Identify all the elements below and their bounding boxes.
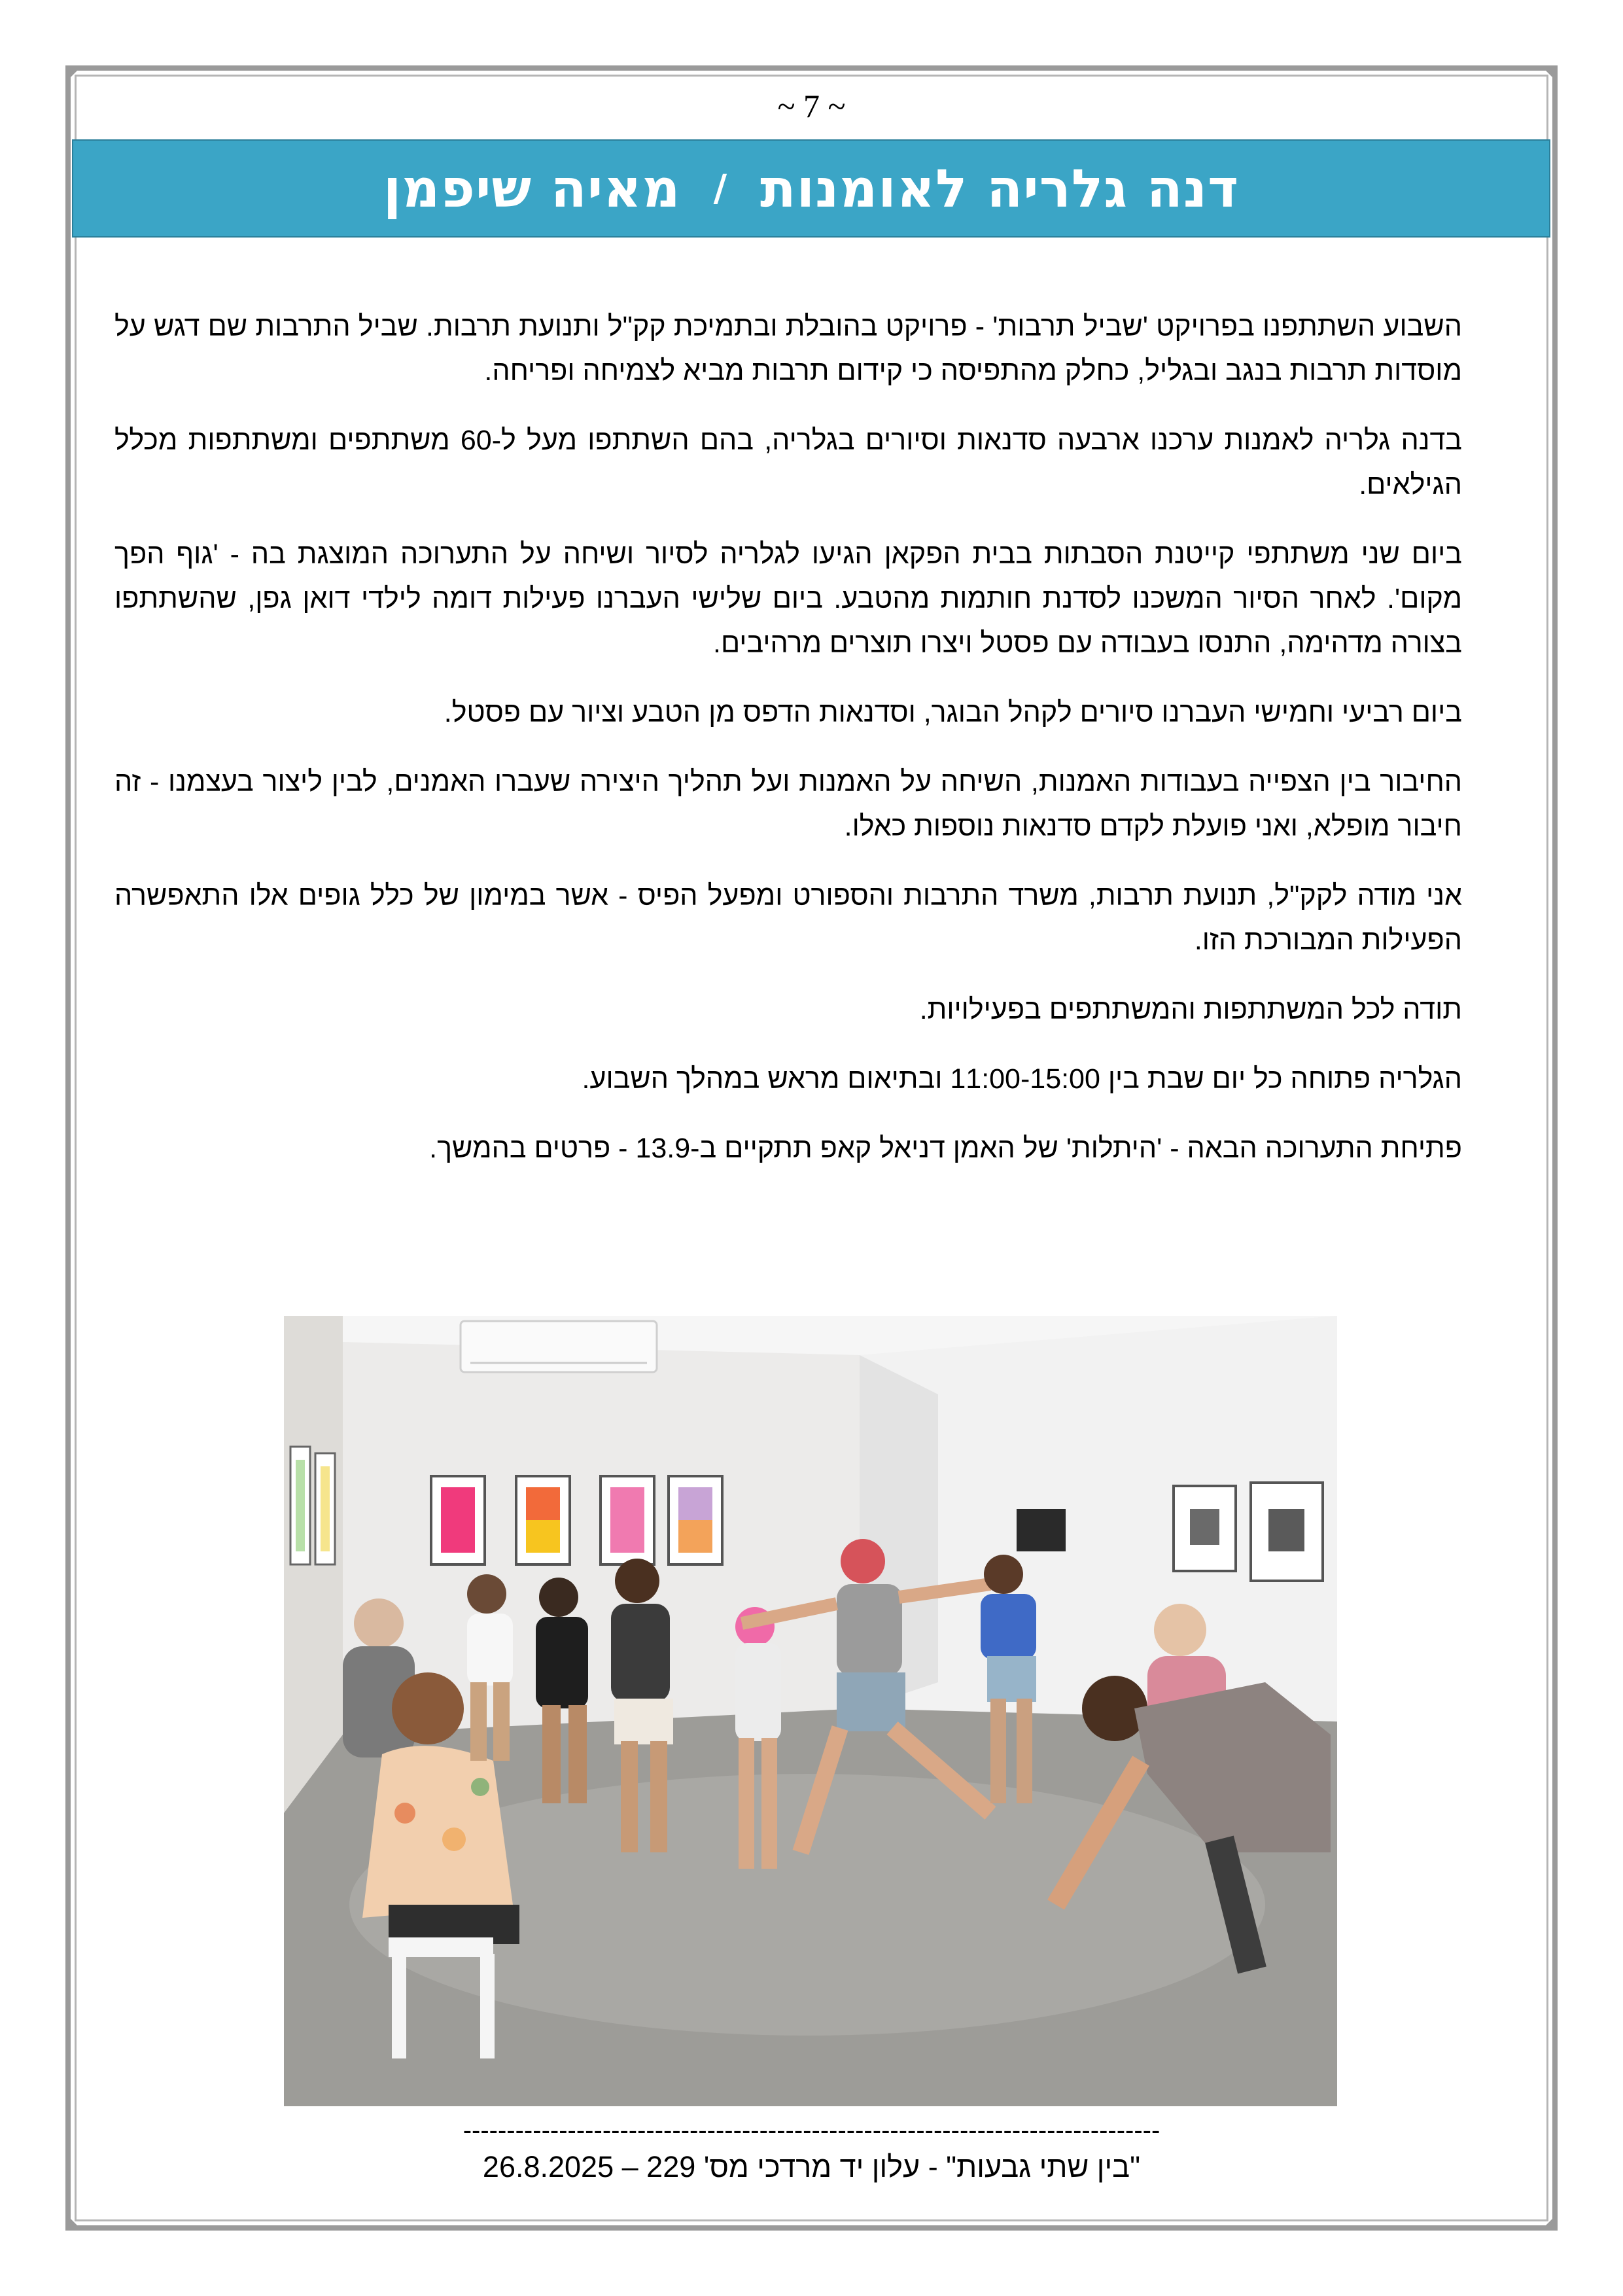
article-paragraph: הגלריה פתוחה כל יום שבת בין 11:00-15:00 ובתיאום מראש במהלך השבוע. [582,1063,1462,1095]
article-paragraph: תודה לכל המשתתפות והמשתתפים בפעילויות. [919,994,1462,1025]
article-paragraph: פתיחת התערוכה הבאה - 'היתלות' של האמן דניאל קאפ תתקיים ב-13.9 - פרטים בהמשך. [429,1133,1462,1164]
gallery-name: דנה גלריה לאומנות [760,158,1240,219]
article-paragraph: השבוע השתתפנו בפרויקט 'שביל תרבות' - פרויקט בהובלת ובתמיכת קק"ל ותנועת תרבות. שביל התרבות שם דגש על מוסדות תרבות בנגב ובגליל, כחלק מהתפיסה כי קידום תרבות מביא לצמיחה ופריחה. [114,311,1462,387]
article-paragraph: ביום רביעי וחמישי העברנו סיורים לקהל הבוגר, וסדנאות הדפס מן הטבע וציור עם פסטל. [444,697,1462,728]
title-banner [72,139,1550,238]
frame-corner-ornament [1541,2214,1558,2231]
footer-divider: -------------------------------------------------------------------------------- [462,2116,1161,2145]
frame-corner-ornament [65,65,82,82]
title-separator: / [713,167,728,210]
frame-corner-ornament [65,2214,82,2231]
author-name: מאיה שיפמן [383,158,681,219]
article-paragraph: בדנה גלריה לאמנות ערכנו ארבעה סדנאות וסיורים בגלריה, בהם השתתפו מעל ל-60 משתתפים ומשתתפות מכלל הגילאים. [114,425,1462,501]
frame-corner-ornament [1541,65,1558,82]
article-body [114,304,1462,1195]
article-paragraph: אני מודה לקק"ל, תנועת תרבות, משרד התרבות והספורט ומפעל הפיס - אשר במימון של כלל גופים אלו התאפשרה הפעילות המבורכת הזו. [114,880,1462,956]
photo-illustration [284,1316,1337,2106]
article-paragraph: ביום שני משתתפי קייטנת הסבתות בבית הפקאן הגיעו לגלריה לסיור ושיחה על התערוכה המוצגת בה - 'גוף הפך מקום'. לאחר הסיור המשכנו לסדנת חותמות מהטבע. ביום שלישי העברנו פעילות דומה לילדי דואן גפן, שהשתתפו בצורה מדהימה, התנסו בעבודה עם פסטל ויצרו תוצרים מרהיבים. [114,539,1462,659]
page-number: ~ 7 ~ [777,88,846,124]
gallery-workshop-photo [284,1316,1337,2106]
article-paragraph: החיבור בין הצפייה בעבודות האמנות, השיחה על האמנות ועל תהליך היצירה שעברו האמנים, לבין ליצור בעצמנו - זה חיבור מופלא, ואני פועלת לקדם סדנאות נוספות כאלו. [114,766,1462,842]
footer-publication-info: "בין שתי גבעות" - עלון יד מרדכי מס' 229 – 26.8.2025 [482,2150,1141,2183]
